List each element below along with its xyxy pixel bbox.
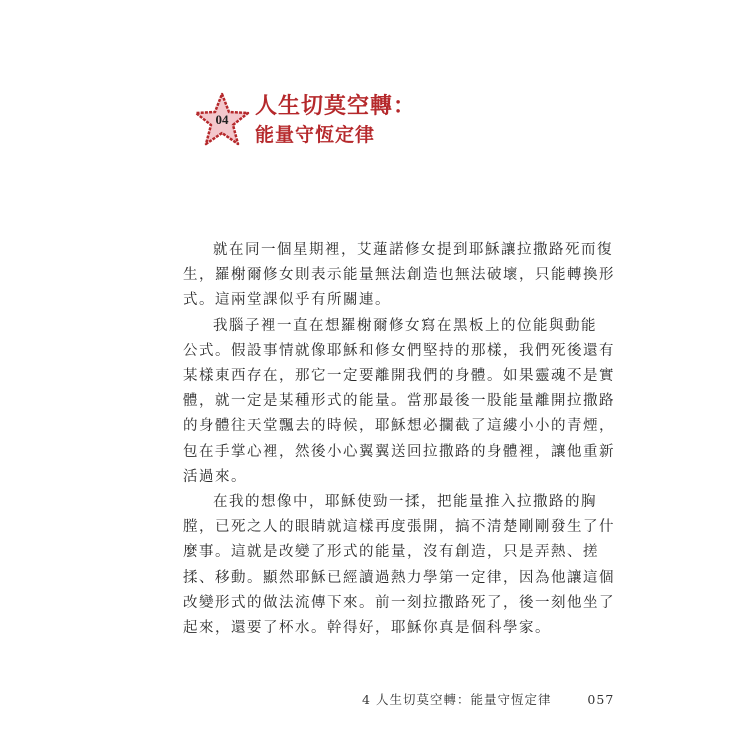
star-icon (193, 92, 251, 148)
chapter-subtitle: 能量守恆定律 (255, 124, 376, 146)
text-line: 就在同一個星期裡，艾蓮諾修女提到耶穌讓拉撒路死而復 (213, 242, 613, 258)
paragraph (183, 238, 615, 314)
text-line: 麼事。這就是改變了形式的能量，沒有創造，只是弄熱、搓 (183, 544, 599, 561)
text-line: 體，就一定是某種形式的能量。當那最後一股能量離開拉撒路 (183, 393, 615, 410)
text-line: 在我的想像中，耶穌使勁一揉，把能量推入拉撒路的胸 (213, 494, 597, 511)
text-line: 揉、移動。顯然耶穌已經讀過熱力學第一定律，因為他讓這個 (183, 569, 615, 586)
text-line: 公式。假設事情就像耶穌和修女們堅持的那樣，我們死後還有 (183, 342, 615, 359)
paragraph (183, 314, 615, 490)
running-footer (362, 690, 614, 708)
body-text (183, 238, 615, 641)
text-line: 生，羅榭爾修女則表示能量無法創造也無法破壞，只能轉換形 (183, 267, 615, 284)
footer-chapter-number: 4 (362, 692, 371, 707)
footer-chapter-title: 人生切莫空轉：能量守恆定律 (375, 692, 552, 707)
chapter-number: 04 (215, 112, 229, 127)
text-line: 的身體往天堂飄去的時候，耶穌想必攔截了這縷小小的青煙， (183, 418, 615, 435)
text-line: 起來，還要了杯水。幹得好，耶穌你真是個科學家。 (183, 620, 551, 637)
text-line: 我腦子裡一直在想羅榭爾修女寫在黑板上的位能與動能 (213, 317, 597, 334)
text-line: 活過來。 (183, 468, 247, 485)
page-number: 057 (587, 692, 615, 707)
text-line: 膛，已死之人的眼睛就這樣再度張開，搞不清楚剛剛發生了什 (183, 519, 615, 536)
text-line: 式。這兩堂課似乎有所關連。 (183, 292, 391, 309)
text-line: 包在手掌心裡，然後小心翼翼送回拉撒路的身體裡，讓他重新 (183, 443, 615, 460)
text-line: 某樣東西存在，那它一定要離開我們的身體。如果靈魂不是實 (183, 368, 615, 385)
paragraph (183, 490, 615, 641)
text-line: 改變形式的做法流傳下來。前一刻拉撒路死了，後一刻他坐了 (183, 594, 615, 611)
chapter-header (193, 92, 553, 164)
chapter-title: 人生切莫空轉： (255, 94, 417, 119)
